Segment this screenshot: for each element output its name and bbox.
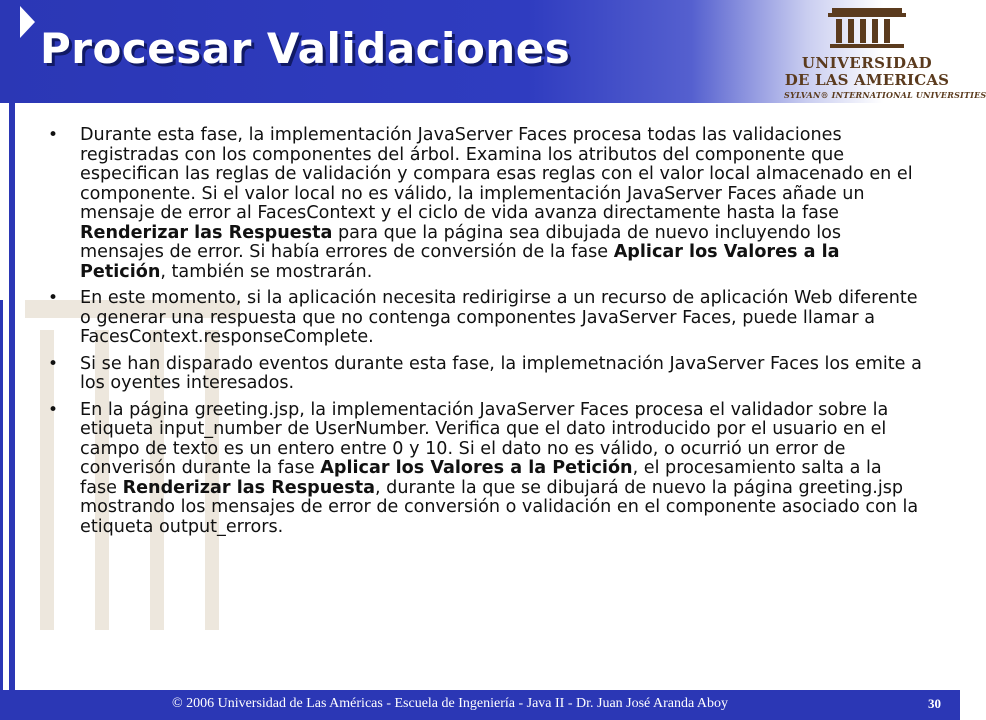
bold-text-run: Aplicar los Valores a la Petición bbox=[80, 242, 840, 282]
bullet-dot-icon: • bbox=[48, 353, 59, 374]
logo-line-1: UNIVERSIDAD bbox=[801, 54, 933, 72]
slide-body bbox=[44, 126, 924, 544]
text-run: En la página greeting.jsp, la implementación JavaServer Faces procesa el validador sobre la etiqueta input_number de UserNumber. Verifica que el dato introducido por el usuario en el campo de texto es un entero entre 0 y 10. Si el dato no es válido, o ocurrió un error de converisón durante la fase bbox=[80, 399, 889, 478]
footer-text: © 2006 Universidad de Las Américas - Escuela de Ingeniería - Java II - Dr. Juan José Aranda Aboy bbox=[171, 696, 729, 711]
text-run: , el procesamiento salta a la fase bbox=[80, 458, 882, 498]
text-run: , durante la que se dibujará de nuevo la página greeting.jsp mostrando los mensajes de error de conversión o validación en el componente asociado con la etiqueta output_errors. bbox=[80, 477, 919, 537]
slide-title: Procesar Validaciones bbox=[40, 24, 571, 73]
text-run: , también se mostrarán. bbox=[160, 261, 373, 282]
bullet-item bbox=[44, 126, 924, 282]
bullet-dot-icon: • bbox=[48, 399, 59, 420]
text-run: Durante esta fase, la implementación JavaServer Faces procesa todas las validaciones registradas con los componentes del árbol. Examina los atributos del componente que especifican las reglas de validación y compara esas reglas con el valor local almacenado en el componente. Si el valor local no es válido, la implementación JavaServer Faces añade un mensaje de error al FacesContext y el ciclo de vida avanza directamente hasta la fase bbox=[80, 125, 913, 223]
play-arrow-icon bbox=[20, 6, 35, 38]
page-number: 30 bbox=[928, 696, 941, 711]
bullet-dot-icon: • bbox=[48, 288, 59, 308]
bold-text-run: Renderizar las Respuesta bbox=[122, 477, 375, 498]
bullet-item bbox=[44, 355, 924, 394]
footer-bar bbox=[0, 690, 960, 720]
bullet-dot-icon: • bbox=[48, 125, 59, 145]
bullet-item bbox=[44, 401, 924, 538]
bullet-list bbox=[44, 126, 924, 537]
text-run: Si se han disparado eventos durante esta fase, la implemetnación JavaServer Faces los emite a los oyentes interesados. bbox=[80, 353, 922, 393]
text-run: para que la página sea dibujada de nuevo incluyendo los mensajes de error. Si había errores de conversión de la fase bbox=[80, 222, 842, 262]
university-logo bbox=[784, 4, 986, 104]
bold-text-run: Renderizar las Respuesta bbox=[80, 222, 333, 243]
left-accent-bar bbox=[9, 103, 15, 690]
bullet-item bbox=[44, 289, 924, 348]
logo-line-2: DE LAS AMERICAS bbox=[784, 71, 950, 89]
logo-line-3: SYLVAN® INTERNATIONAL UNIVERSITIES bbox=[784, 90, 986, 100]
temple-icon bbox=[826, 4, 908, 52]
bold-text-run: Aplicar los Valores a la Petición bbox=[320, 458, 633, 478]
left-accent-bar-thin bbox=[0, 300, 3, 690]
text-run: En este momento, si la aplicación necesita redirigirse a un recurso de aplicación Web diferente o generar una respuesta que no contenga componentes JavaServer Faces, puede llamar a FacesContext.responseComplete. bbox=[80, 288, 918, 347]
